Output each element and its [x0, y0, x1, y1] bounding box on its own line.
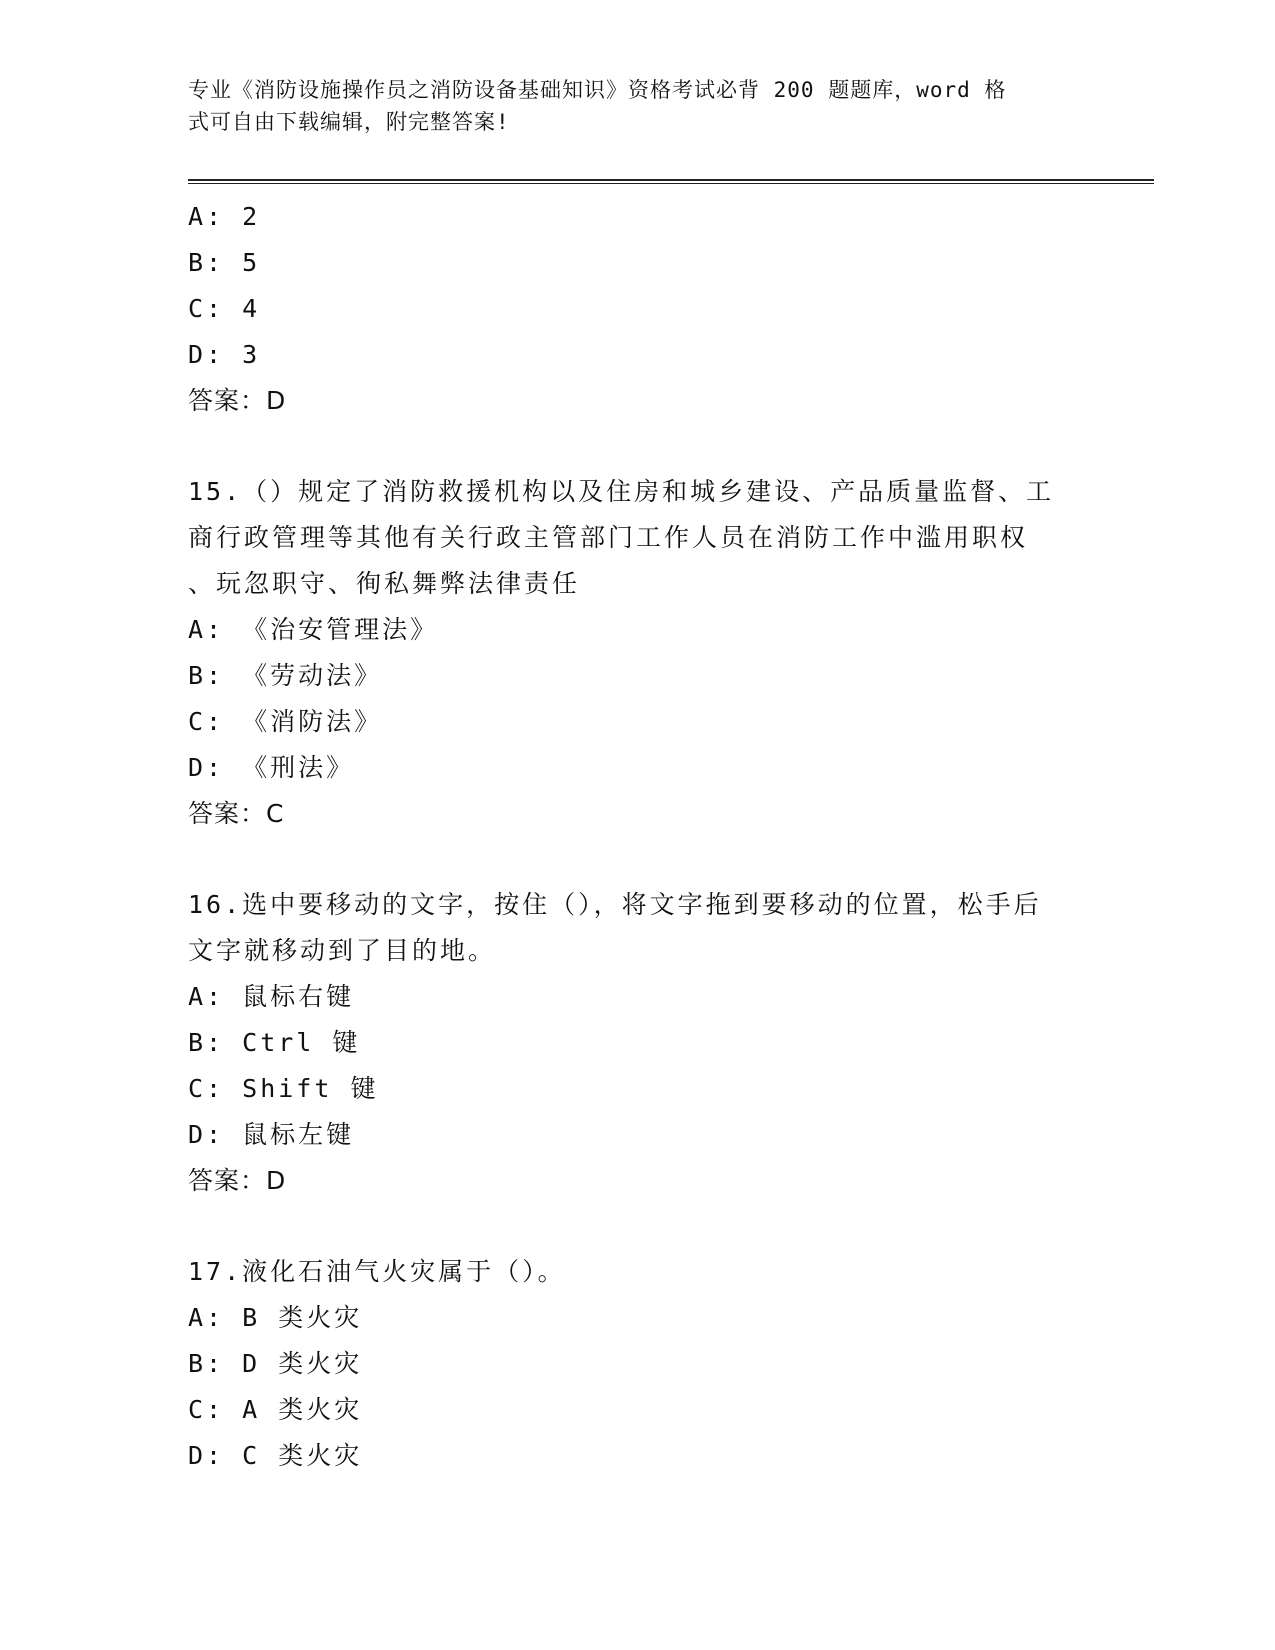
option-a: A: 2 [188, 202, 261, 231]
spacer [188, 1204, 1088, 1249]
header-divider-thin [188, 183, 1154, 184]
answer-line: 答案：C [188, 799, 285, 828]
question-list [188, 194, 1088, 1479]
option-b: B: 《劳动法》 [188, 661, 383, 690]
option-a: A: 《治安管理法》 [188, 615, 439, 644]
option-b: B: D 类火灾 [188, 1349, 363, 1378]
question-stem-line: 15.（）规定了消防救援机构以及住房和城乡建设、产品质量监督、工 [188, 477, 1055, 506]
option-b: B: Ctrl 键 [188, 1028, 361, 1057]
header-divider-thick [188, 179, 1154, 181]
header-line-1: 专业《消防设施操作员之消防设备基础知识》资格考试必背 200 题题库，word 格 [188, 78, 1007, 102]
question-16 [188, 882, 1088, 1204]
spacer [188, 837, 1088, 882]
option-b: B: 5 [188, 248, 261, 277]
answer-line: 答案：D [188, 1166, 287, 1195]
document-header [188, 74, 1068, 138]
question-stem-line: 商行政管理等其他有关行政主管部门工作人员在消防工作中滥用职权 [188, 523, 1029, 552]
question-stem-line: 17.液化石油气火灾属于（）。 [188, 1257, 566, 1286]
option-d: D: 《刑法》 [188, 753, 355, 782]
option-d: D: C 类火灾 [188, 1441, 363, 1470]
spacer [188, 424, 1088, 469]
question-17 [188, 1249, 1088, 1479]
question-stem-line: 16.选中要移动的文字，按住（），将文字拖到要移动的位置，松手后 [188, 890, 1042, 919]
answer-line: 答案：D [188, 386, 287, 415]
question-14-options [188, 194, 1088, 424]
question-stem-line: 文字就移动到了目的地。 [188, 936, 497, 965]
option-a: A: 鼠标右键 [188, 982, 355, 1011]
header-line-2: 式可自由下载编辑，附完整答案! [188, 110, 510, 134]
option-a: A: B 类火灾 [188, 1303, 363, 1332]
option-c: C: 《消防法》 [188, 707, 383, 736]
question-stem-line: 、玩忽职守、徇私舞弊法律责任 [188, 569, 581, 598]
option-d: D: 鼠标左键 [188, 1120, 355, 1149]
option-c: C: Shift 键 [188, 1074, 379, 1103]
option-d: D: 3 [188, 340, 261, 369]
question-15 [188, 469, 1088, 837]
option-c: C: A 类火灾 [188, 1395, 363, 1424]
option-c: C: 4 [188, 294, 261, 323]
